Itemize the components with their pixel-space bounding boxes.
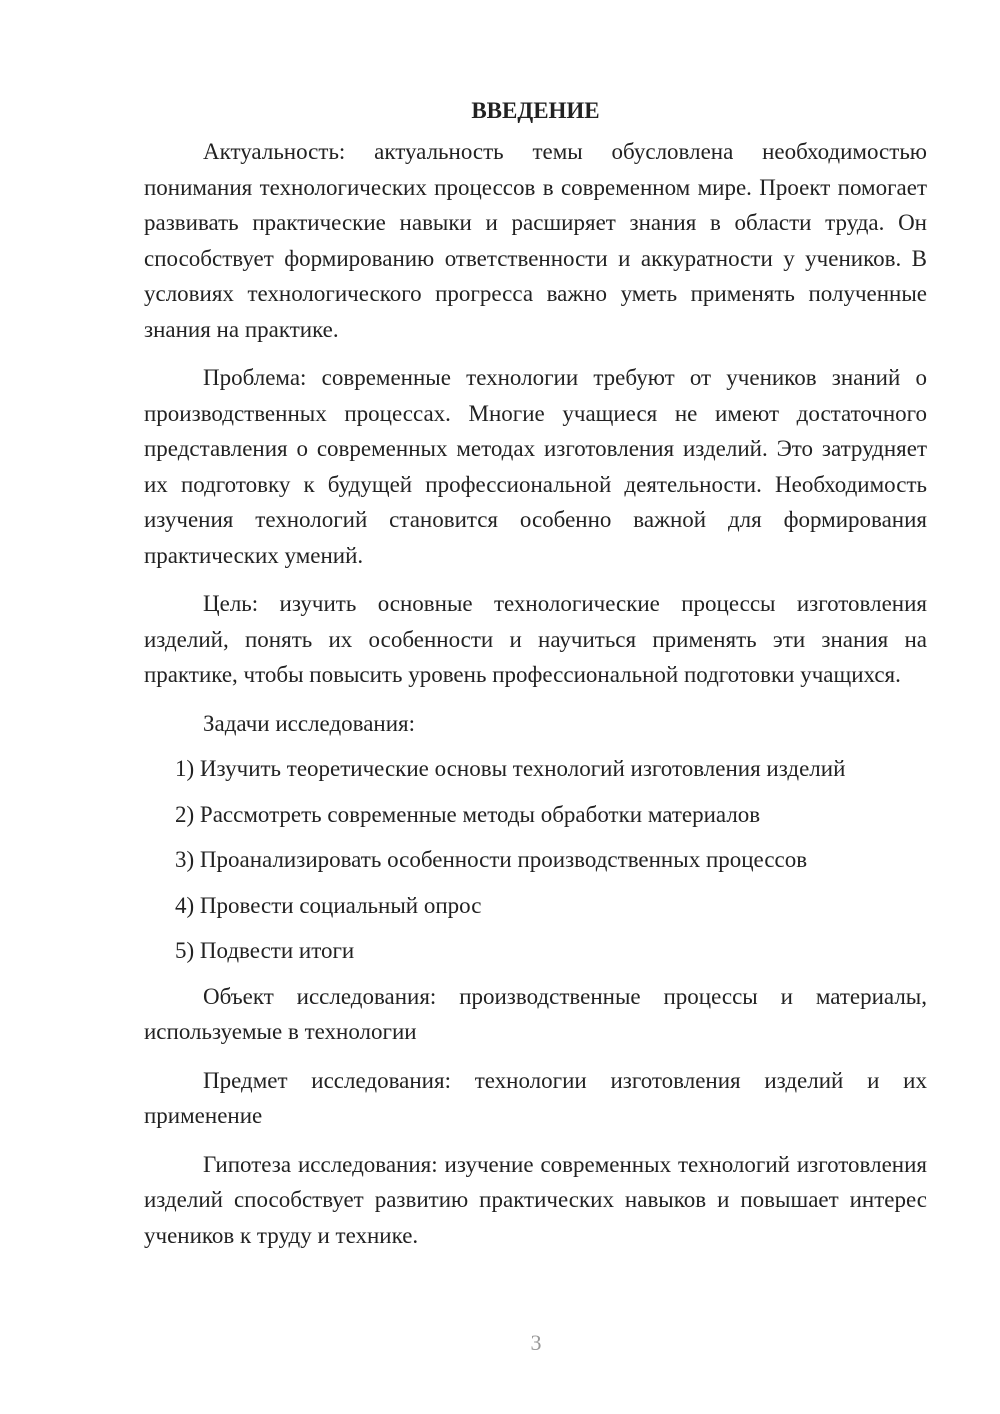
paragraph-goal: Цель: изучить основные технологические процессы изготовления изделий, понять их особенности и научиться применять эти знания на практике, чтобы повысить уровень профессиональной подготовки учащихся.: [144, 591, 927, 687]
section-heading: ВВЕДЕНИЕ: [471, 98, 600, 123]
document-page: [144, 93, 927, 1266]
tasks-title: Задачи исследования:: [203, 710, 416, 736]
task-item: 5) Подвести итоги: [175, 938, 355, 963]
paragraph-relevance: Актуальность: актуальность темы обусловлена необходимостью понимания технологических процессов в современном мире. Проект помогает развивать практические навыки и расширяет знания в области труда. Он способствует формированию ответственности и аккуратности у учеников. В условиях технологического прогресса важно уметь применять полученные знания на практике.: [144, 139, 927, 342]
task-item: 2) Рассмотреть современные методы обработки материалов: [175, 801, 761, 827]
paragraph-problem: Проблема: современные технологии требуют от учеников знаний о производственных процессах. Многие учащиеся не имеют достаточного представления о современных методах изготовления изделий. Это затрудняет их подготовку к будущей профессиональной деятельности. Необходимость изучения технологий становится особенно важной для формирования практических умений.: [144, 365, 927, 568]
task-item: 1) Изучить теоретические основы технологий изготовления изделий: [175, 756, 846, 781]
task-item: 4) Провести социальный опрос: [175, 892, 482, 918]
task-item: 3) Проанализировать особенности производственных процессов: [175, 847, 808, 872]
page-number: 3: [530, 1330, 542, 1355]
tasks-list: [144, 751, 927, 969]
paragraph-subject: Предмет исследования: технологии изготовления изделий и их применение: [144, 1067, 927, 1128]
paragraph-object: Объект исследования: производственные процессы и материалы, используемые в технологии: [144, 983, 927, 1044]
paragraph-hypothesis: Гипотеза исследования: изучение современных технологий изготовления изделий способствует развитию практических навыков и повышает интерес учеников к труду и технике.: [144, 1151, 927, 1248]
